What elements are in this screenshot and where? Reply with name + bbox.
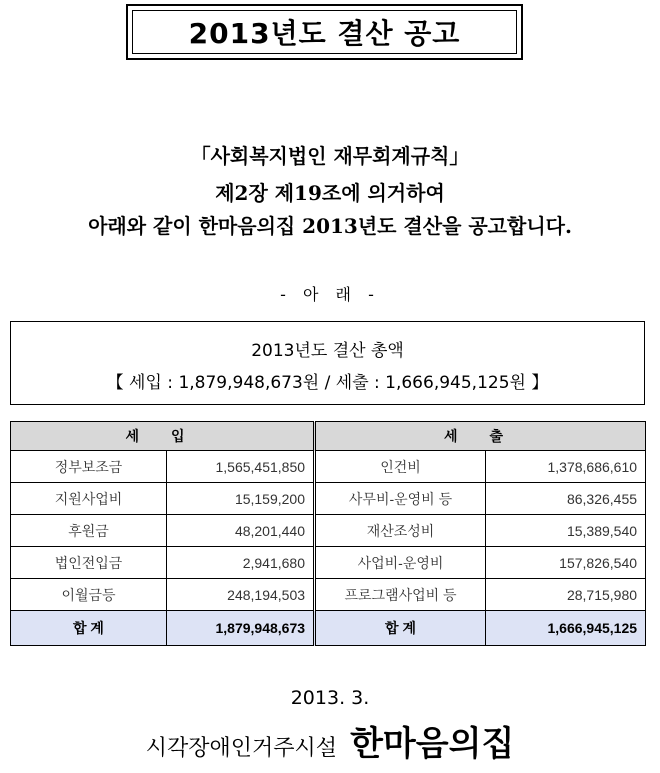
income-header: 세 입 <box>11 422 315 451</box>
expense-label: 재산조성비 <box>315 515 486 547</box>
income-total-label: 합 계 <box>11 611 167 646</box>
income-value: 15,159,200 <box>167 483 315 515</box>
page-title: 2013년도 결산 공고 <box>132 10 517 54</box>
expense-value: 86,326,455 <box>486 483 646 515</box>
income-total-value: 1,879,948,673 <box>167 611 315 646</box>
income-label: 이월금등 <box>11 579 167 611</box>
intro-line-2: 제2장 제19조에 의거하여 <box>215 181 445 205</box>
facility-type: 시각장애인거주시설 <box>145 736 337 761</box>
expense-header: 세 출 <box>315 422 646 451</box>
budget-table <box>10 421 646 646</box>
income-label: 정부보조금 <box>11 451 167 483</box>
organization-name: 한마음의집 <box>350 724 515 764</box>
table-total-row <box>11 611 646 646</box>
table-row <box>11 515 646 547</box>
summary-title: 2013년도 결산 총액 <box>251 341 404 361</box>
expense-label: 사무비-운영비 등 <box>315 483 486 515</box>
income-value: 2,941,680 <box>167 547 315 579</box>
intro-line-1: 「사회복지법인 재무회계규칙」 <box>190 144 470 168</box>
announcement-date: 2013. 3. <box>290 687 370 709</box>
expense-label: 프로그램사업비 등 <box>315 579 486 611</box>
income-label: 후원금 <box>11 515 167 547</box>
title-box <box>126 4 523 60</box>
ah-label: - 아 래 - <box>280 285 380 304</box>
table-row <box>11 547 646 579</box>
organization-signature <box>0 716 660 765</box>
expense-total-label: 합 계 <box>315 611 486 646</box>
income-value: 1,565,451,850 <box>167 451 315 483</box>
summary-totals: 【 세입 : 1,879,948,673원 / 세출 : 1,666,945,125원 】 <box>106 373 549 393</box>
table-row <box>11 451 646 483</box>
expense-value: 28,715,980 <box>486 579 646 611</box>
summary-box <box>10 321 645 405</box>
expense-value: 1,378,686,610 <box>486 451 646 483</box>
intro-line-3: 아래와 같이 한마음의집 2013년도 결산을 공고합니다. <box>88 214 572 238</box>
expense-total-value: 1,666,945,125 <box>486 611 646 646</box>
expense-value: 157,826,540 <box>486 547 646 579</box>
expense-label: 인건비 <box>315 451 486 483</box>
income-label: 지원사업비 <box>11 483 167 515</box>
income-value: 248,194,503 <box>167 579 315 611</box>
expense-value: 15,389,540 <box>486 515 646 547</box>
table-row <box>11 483 646 515</box>
table-header-row <box>11 422 646 451</box>
table-row <box>11 579 646 611</box>
expense-label: 사업비-운영비 <box>315 547 486 579</box>
income-value: 48,201,440 <box>167 515 315 547</box>
income-label: 법인전입금 <box>11 547 167 579</box>
